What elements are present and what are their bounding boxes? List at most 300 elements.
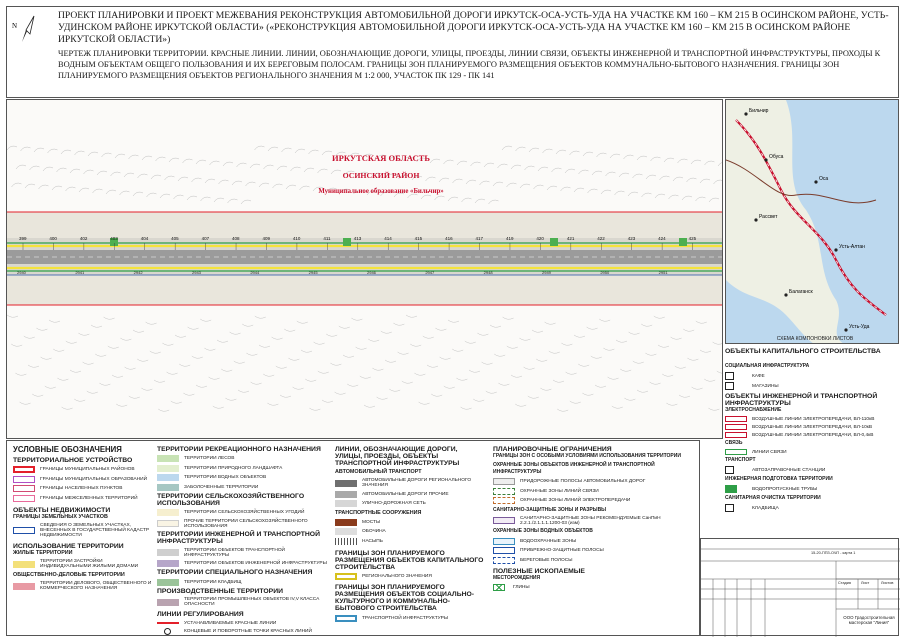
relief-stroke (578, 364, 589, 366)
legend-col-4 (493, 446, 693, 593)
relief-stroke (192, 356, 203, 358)
relief-stroke (242, 324, 253, 326)
relief-stroke (21, 147, 31, 151)
relief-stroke (66, 341, 77, 343)
legend-col-3 (335, 446, 485, 624)
legend-item: ВОЗДУШНЫЕ ЛИНИИ ЭЛЕКТРОПЕРЕДАЧИ, ВЛ-110кВ (725, 416, 899, 422)
relief-stroke (709, 198, 719, 202)
place-dot (784, 293, 787, 296)
relief-stroke (228, 199, 238, 203)
relief-stroke (561, 343, 572, 345)
relief-stroke (660, 176, 670, 180)
relief-stroke (330, 363, 341, 365)
relief-stroke (74, 399, 85, 401)
place-label: Бильчир (749, 108, 769, 114)
legend-item: КОНЦЕВЫЕ И ПОВОРОТНЫЕ ТОЧКИ КРАСНЫХ ЛИНИЙ (157, 628, 327, 635)
relief-stroke (225, 398, 236, 400)
relief-stroke (377, 397, 388, 399)
legend-item: САНИТАРНО-ЗАЩИТНЫЕ ЗОНЫ РЕКОМЕНДУЕМЫЕ СанПиН 2.2.1./2.1.1.1.1200-03 (изм) (493, 516, 693, 526)
relief-stroke (368, 339, 379, 341)
relief-stroke (147, 193, 157, 197)
relief-stroke (70, 370, 81, 372)
legend (6, 440, 700, 636)
relief-stroke (616, 340, 627, 342)
place-label: Усть-Уда (849, 324, 870, 330)
relief-stroke (272, 337, 283, 339)
relief-stroke (32, 394, 43, 396)
relief-stroke (156, 157, 166, 161)
legend-item: РЕГИОНАЛЬНОГО ЗНАЧЕНИЯ (335, 573, 485, 580)
relief-stroke (700, 179, 710, 183)
relief-stroke (102, 153, 112, 157)
relief-stroke (599, 319, 610, 321)
relief-stroke (519, 338, 530, 340)
pk-label: 408 (232, 236, 240, 241)
relief-stroke (529, 148, 539, 152)
relief-stroke (588, 189, 598, 193)
relief-stroke (165, 176, 175, 180)
green-object (679, 238, 687, 246)
relief-stroke (498, 383, 509, 385)
relief-stroke (259, 183, 269, 187)
relief-stroke (183, 393, 194, 395)
relief-stroke (469, 370, 480, 372)
place-dot (834, 248, 837, 251)
relief-stroke (528, 396, 539, 398)
relief-stroke (393, 323, 404, 325)
relief-stroke (104, 317, 115, 319)
road-point-label: 2947 (425, 270, 435, 275)
relief-stroke (691, 160, 701, 164)
place-label: Оса (819, 176, 829, 182)
relief-stroke (516, 147, 526, 151)
stamp-company: ООО Градостроительная мастерская "Линия" (843, 615, 895, 625)
relief-stroke (43, 167, 53, 171)
relief-stroke (381, 331, 392, 333)
title-stamp (700, 538, 899, 636)
relief-stroke (714, 180, 724, 184)
relief-stroke (87, 391, 98, 393)
relief-stroke (671, 337, 682, 339)
relief-stroke (356, 347, 367, 349)
legend-heading: ТРАНСПОРТ (725, 457, 756, 463)
legend-item: МОСТЫ (335, 519, 485, 526)
relief-stroke (503, 317, 514, 319)
pk-label: 417 (475, 236, 484, 241)
strip-lower (7, 275, 723, 305)
road-surface (7, 250, 723, 264)
relief-stroke (687, 178, 697, 182)
relief-stroke (557, 409, 568, 411)
legend-item: ЛИНИИ СВЯЗИ (725, 449, 899, 455)
relief-stroke (565, 169, 575, 173)
relief-stroke (515, 404, 526, 406)
relief-stroke (650, 382, 661, 384)
relief-stroke (666, 403, 677, 405)
relief-stroke (427, 365, 438, 367)
relief-stroke (150, 351, 161, 353)
relief-stroke (398, 352, 409, 354)
relief-stroke (462, 198, 472, 202)
relief-stroke (141, 388, 152, 390)
relief-stroke (280, 395, 291, 397)
road-point-label: 2940 (17, 270, 26, 275)
relief-stroke (293, 387, 304, 389)
relief-stroke (84, 170, 94, 174)
relief-stroke (473, 399, 484, 401)
relief-stroke (658, 345, 669, 347)
relief-stroke (223, 162, 233, 166)
relief-stroke (545, 322, 556, 324)
relief-stroke (196, 385, 207, 387)
pk-label: 425 (688, 236, 697, 241)
relief-stroke (219, 180, 229, 184)
relief-stroke (540, 388, 551, 390)
relief-stroke (498, 164, 508, 168)
relief-stroke (314, 342, 325, 344)
relief-stroke (175, 335, 186, 337)
relief-stroke (484, 163, 494, 167)
legend-item: ТЕРРИТОРИИ СЕЛЬСКОХОЗЯЙСТВЕННЫХ УГОДИЙ (157, 509, 327, 516)
relief-stroke (62, 407, 73, 409)
legend-item: ТРАНСПОРТНОЙ ИНФРАСТРУКТУРЫ (335, 615, 485, 622)
legend-item: ВОДОПРОПУСКНЫЕ ТРУБЫ (725, 485, 899, 493)
relief-stroke (108, 346, 119, 348)
relief-stroke (486, 391, 497, 393)
relief-stroke (116, 404, 127, 406)
relief-stroke (620, 369, 631, 371)
relief-stroke (83, 362, 94, 364)
relief-stroke (608, 377, 619, 379)
pk-label: 420 (536, 236, 544, 241)
relief-stroke (192, 178, 202, 182)
place-dot (764, 158, 767, 161)
relief-stroke (633, 361, 644, 363)
pk-label: 403 (110, 236, 118, 241)
relief-stroke (629, 332, 640, 334)
pk-label: 413 (353, 236, 362, 241)
legend-heading: ЛИНИИ, ОБОЗНАЧАЮЩИЕ ДОРОГИ, УЛИЦЫ, ПРОЕЗДЫ, ОБЪЕКТЫ ТРАНСПОРТНОЙ ИНФРАСТРУКТУРЫ (335, 446, 460, 467)
relief-stroke (372, 368, 383, 370)
relief-stroke (61, 150, 71, 154)
legend-item: ТЕРРИТОРИИ ОБЪЕКТОВ ТРАНСПОРТНОЙ ИНФРАСТРУКТУРЫ (157, 548, 327, 558)
relief-stroke (133, 330, 144, 332)
relief-stroke (507, 346, 518, 348)
relief-stroke (524, 367, 535, 369)
relief-stroke (162, 343, 173, 345)
relief-stroke (41, 357, 52, 359)
pk-label: 421 (566, 236, 575, 241)
pk-label: 402 (79, 236, 88, 241)
relief-stroke (204, 348, 215, 350)
relief-stroke (201, 197, 211, 201)
place-label: Рассвет (759, 214, 778, 220)
relief-stroke (654, 316, 665, 318)
legend-heading: ОБЪЕКТЫ НЕДВИЖИМОСТИ (13, 506, 111, 514)
relief-stroke (318, 371, 329, 373)
relief-stroke (597, 153, 607, 157)
relief-stroke (276, 366, 287, 368)
relief-stroke (97, 171, 107, 175)
legend-heading: ИСПОЛЬЗОВАНИЕ ТЕРРИТОРИИ (13, 542, 124, 550)
pk-label: 416 (445, 236, 453, 241)
road-point-label: 2946 (367, 270, 376, 275)
relief-stroke (579, 170, 589, 174)
legend-item: ТЕРРИТОРИИ ПРИРОДНОГО ЛАНДШАФТА (157, 465, 327, 472)
relief-stroke (675, 366, 686, 368)
legend-item: УЛИЧНО-ДОРОЖНАЯ СЕТЬ (335, 500, 485, 507)
overview-inset-map[interactable] (725, 99, 899, 344)
relief-stroke (610, 154, 620, 158)
place-dot (744, 112, 747, 115)
relief-stroke (79, 188, 89, 192)
legend-item: ТЕРРИТОРИИ ЗАСТРОЙКИ ИНДИВИДУАЛЬНЫМИ ЖИЛЫМИ ДОМАМИ (13, 559, 153, 569)
legend-item: ТЕРРИТОРИИ ВОДНЫХ ОБЪЕКТОВ (157, 474, 327, 481)
pk-label: 405 (171, 236, 179, 241)
relief-stroke (489, 200, 499, 204)
road-point-label: 2943 (192, 270, 201, 275)
relief-stroke (603, 348, 614, 350)
place-label: Обуса (769, 154, 784, 160)
relief-stroke (124, 173, 134, 177)
relief-stroke (717, 371, 723, 373)
relief-stroke (106, 190, 116, 194)
legend-heading: СВЯЗЬ (725, 440, 743, 446)
relief-stroke (553, 380, 564, 382)
legend-heading: ГРАНИЦЫ ЗОН ПЛАНИРУЕМОГО РАЗМЕЩЕНИЯ ОБЪЕКТОВ СОЦИАЛЬНО-КУЛЬТУРНОГО И КОММУНАЛЬНО-БЫТОВОГО СТРОИТЕЛЬСТВА (335, 584, 475, 613)
relief-stroke (723, 199, 724, 203)
legend-item: КАФЕ (725, 372, 899, 380)
legend-item: ГРАНИЦЫ МЕЖСЕЛЕННЫХ ТЕРРИТОРИЙ (13, 495, 153, 502)
legend-item: ТЕРРИТОРИИ ОБЪЕКТОВ ИНЖЕНЕРНОЙ ИНФРАСТРУКТУРЫ (157, 560, 327, 567)
relief-stroke (221, 369, 232, 371)
road-point-label: 2941 (75, 270, 85, 275)
legend-item: ТЕРРИТОРИИ КЛАДБИЩ (157, 579, 327, 586)
relief-stroke (250, 164, 260, 168)
relief-stroke (34, 148, 44, 152)
relief-stroke (57, 168, 67, 172)
relief-stroke (480, 181, 490, 185)
relief-stroke (606, 172, 616, 176)
relief-stroke (360, 376, 371, 378)
relief-stroke (133, 192, 143, 196)
relief-stroke (705, 161, 715, 165)
relief-stroke (75, 151, 85, 155)
relief-stroke (601, 190, 611, 194)
relief-stroke (423, 336, 434, 338)
legend-heading: САНИТАРНО-ЗАЩИТНЫЕ ЗОНЫ И РАЗРЫВЫ (493, 506, 607, 513)
pk-label: 414 (384, 236, 392, 241)
relief-stroke (16, 165, 26, 169)
legend-item: КЛАДБИЩА (725, 504, 899, 512)
north-arrow-icon (8, 12, 42, 46)
legend-heading: ПЛАНИРОВОЧНЫЕ ОГРАНИЧЕНИЯ (493, 446, 612, 453)
relief-stroke (255, 316, 266, 318)
legend-item: АВТОМОБИЛЬНЫЕ ДОРОГИ ПРОЧИЕ (335, 491, 485, 498)
main-map[interactable] (6, 99, 723, 439)
relief-stroke (57, 378, 68, 380)
region-label: ИРКУТСКАЯ ОБЛАСТЬ (332, 153, 430, 163)
relief-stroke (502, 146, 512, 150)
relief-stroke (129, 155, 139, 159)
road-point-label: 2949 (542, 270, 551, 275)
pk-label: 409 (262, 236, 270, 241)
relief-stroke (641, 324, 652, 326)
green-object (550, 238, 558, 246)
relief-stroke (179, 364, 190, 366)
place-dot (814, 180, 817, 183)
relief-stroke (282, 148, 292, 152)
place-dot (754, 218, 757, 221)
relief-stroke (628, 192, 638, 196)
relief-stroke (683, 329, 694, 331)
relief-stroke (251, 382, 262, 384)
relief-stroke (440, 357, 451, 359)
legend-item: ТЕРРИТОРИИ ДЕЛОВОГО, ОБЩЕСТВЕННОГО И КОММЕРЧЕСКОГО НАЗНАЧЕНИЯ (13, 581, 153, 591)
relief-stroke (15, 373, 26, 375)
relief-stroke (624, 398, 635, 400)
legend-item: ПРИДОРОЖНЫЕ ПОЛОСЫ АВТОМОБИЛЬНЫХ ДОРОГ (493, 478, 693, 485)
relief-stroke (692, 387, 703, 389)
relief-stroke (167, 372, 178, 374)
relief-stroke (214, 198, 224, 202)
relief-stroke (549, 351, 560, 353)
stamp-code: 15-20-ППЗ-ОЧП - карта 1 (811, 551, 856, 555)
relief-stroke (95, 354, 106, 356)
pk-label: 410 (292, 236, 301, 241)
relief-stroke (385, 360, 396, 362)
relief-stroke (234, 361, 245, 363)
legend-heading: ТЕРРИТОРИИ СЕЛЬСКОХОЗЯЙСТВЕННОГО ИСПОЛЬЗОВАНИЯ (157, 492, 305, 507)
relief-stroke (493, 182, 503, 186)
legend-item: ТЕРРИТОРИИ ПРОМЫШЛЕННЫХ ОБЪЕКТОВ IV,V КЛАССА ОПАСНОСТИ (157, 597, 327, 607)
relief-stroke (646, 175, 656, 179)
relief-stroke (322, 400, 333, 402)
relief-stroke (45, 386, 56, 388)
relief-stroke (246, 353, 257, 355)
relief-stroke (465, 341, 476, 343)
relief-stroke (111, 172, 121, 176)
relief-stroke (142, 156, 152, 160)
relief-stroke (241, 200, 251, 204)
relief-stroke (708, 408, 719, 410)
relief-stroke (490, 325, 501, 327)
legend-heading: ТЕРРИТОРИАЛЬНОЕ УСТРОЙСТВО (13, 457, 133, 464)
relief-stroke (255, 146, 265, 150)
relief-stroke (53, 349, 64, 351)
relief-stroke (389, 389, 400, 391)
legend-item: МАГАЗИНЫ (725, 382, 899, 390)
legend-heading: МЕСТОРОЖДЕНИЯ (493, 574, 541, 581)
relief-stroke (237, 163, 247, 167)
inset-canvas (726, 100, 899, 344)
legend-item: СВЕДЕНИЯ О ЗЕМЕЛЬНЫХ УЧАСТКАХ, ВНЕСЕННЫХ В ГОСУДАРСТВЕННЫЙ КАДАСТР НЕДВИЖИМОСТИ (13, 523, 153, 538)
municipality-label: Муниципальное образование «Бильчир» (318, 188, 444, 195)
relief-stroke (115, 154, 125, 158)
sheet-subtitle: ЧЕРТЕЖ ПЛАНИРОВКИ ТЕРРИТОРИИ. КРАСНЫЕ ЛИНИИ. ЛИНИИ, ОБОЗНАЧАЮЩИЕ ДОРОГИ, УЛИЦЫ, ПРОЕЗДЫ, ЛИНИИ СВЯЗИ, ОБЪЕКТЫ ИНЖЕНЕРНОЙ И ТРАНСПОРТНОЙ ИНФРАСТРУКТУРЫ, ПРОХОДЫ К ВОДНЫМ ОБЪЕКТАМ ОБЩЕГО ПОЛЬЗОВАНИЯ И ИХ БЕРЕГОВЫМ ПОЛОСАМ. ГРАНИЦЫ ЗОН ПЛАНИРУЕМОГО РАЗМЕЩЕНИЯ ОБЪЕКТОВ КОММУНАЛЬНО-БЫТОВОГО НАЗНАЧЕНИЯ. ГРАНИЦЫ ЗОН ПЛАНИРУЕМОГО РАЗМЕЩЕНИЯ ОБЪЕКТОВ РЕГИОНАЛЬНОГО ЗНАЧЕНИЯ М 1:2 000, УЧАСТОК ПК 129 - ПК 141 (58, 49, 881, 80)
relief-stroke (525, 166, 535, 170)
relief-stroke (7, 146, 17, 150)
inset-caption: СХЕМА КОМПОНОВКИ ЛИСТОВ (776, 336, 854, 342)
relief-stroke (687, 358, 698, 360)
relief-stroke (259, 345, 270, 347)
relief-stroke (39, 185, 49, 189)
road-point-label: 2945 (308, 270, 318, 275)
relief-stroke (471, 162, 481, 166)
relief-stroke (187, 196, 197, 200)
relief-stroke (230, 332, 241, 334)
relief-stroke (12, 183, 22, 187)
legend-heading: ТРАНСПОРТНЫЕ СООРУЖЕНИЯ (335, 509, 422, 516)
relief-stroke (570, 151, 580, 155)
relief-stroke (343, 355, 354, 357)
relief-stroke (178, 177, 188, 181)
legend-item: АВТОМОБИЛЬНЫЕ ДОРОГИ РЕГИОНАЛЬНОГО ЗНАЧЕНИЯ (335, 478, 485, 488)
relief-stroke (137, 359, 148, 361)
pk-label: 419 (505, 236, 514, 241)
relief-stroke (246, 182, 256, 186)
place-label: Балаганск (789, 289, 813, 295)
legend-item: ПРИБРЕЖНО-ЗАЩИТНЫЕ ПОЛОСЫ (493, 547, 693, 554)
relief-stroke (188, 327, 199, 329)
pk-label: 400 (49, 236, 57, 241)
relief-stroke (267, 403, 278, 405)
relief-stroke (288, 358, 299, 360)
relief-stroke (448, 197, 458, 201)
legend-heading: СОЦИАЛЬНАЯ ИНФРАСТРУКТУРА (725, 363, 810, 369)
legend-heading: ГРАНИЦЫ ЗОН С ОСОБЫМИ УСЛОВИЯМИ ИСПОЛЬЗОВАНИЯ ТЕРРИТОРИИ (493, 453, 681, 459)
relief-stroke (151, 175, 161, 179)
relief-stroke (520, 184, 530, 188)
legend-heading: ОБЩЕСТВЕННО-ДЕЛОВЫЕ ТЕРРИТОРИИ (13, 571, 125, 578)
relief-stroke (52, 186, 62, 190)
relief-stroke (48, 149, 58, 153)
stamp-sheets-header: Листов (881, 581, 894, 585)
pk-label: 399 (19, 236, 27, 241)
relief-stroke (700, 350, 711, 352)
relief-stroke (263, 374, 274, 376)
relief-stroke (448, 320, 459, 322)
relief-stroke (587, 327, 598, 329)
relief-stroke (200, 319, 211, 321)
stamp-stage-header: Стадия (838, 581, 851, 585)
relief-stroke (642, 193, 652, 197)
relief-stroke (662, 374, 673, 376)
legend-item: ТЕРРИТОРИИ ЛЕСОВ (157, 455, 327, 462)
map-canvas (7, 100, 723, 439)
relief-stroke (154, 380, 165, 382)
legend-item: БЕРЕГОВЫЕ ПОЛОСЫ (493, 557, 693, 564)
stamp-sheet-header: Лист (861, 581, 870, 585)
relief-stroke (534, 185, 544, 189)
relief-stroke (169, 158, 179, 162)
capital-objects-legend (725, 348, 899, 511)
relief-stroke (284, 329, 295, 331)
relief-stroke (7, 315, 18, 317)
relief-stroke (456, 378, 467, 380)
relief-stroke (477, 333, 488, 335)
legend-item: ОХРАННЫЕ ЗОНЫ ЛИНИЙ СВЯЗИ (493, 488, 693, 495)
relief-stroke (88, 152, 98, 156)
relief-stroke (696, 197, 706, 201)
relief-stroke (543, 149, 553, 153)
legend-heading: ЛИНИИ РЕГУЛИРОВАНИЯ (157, 611, 244, 619)
place-dot (844, 328, 847, 331)
relief-stroke (402, 381, 413, 383)
relief-stroke (718, 162, 723, 166)
relief-stroke (421, 195, 431, 199)
relief-stroke (595, 385, 606, 387)
